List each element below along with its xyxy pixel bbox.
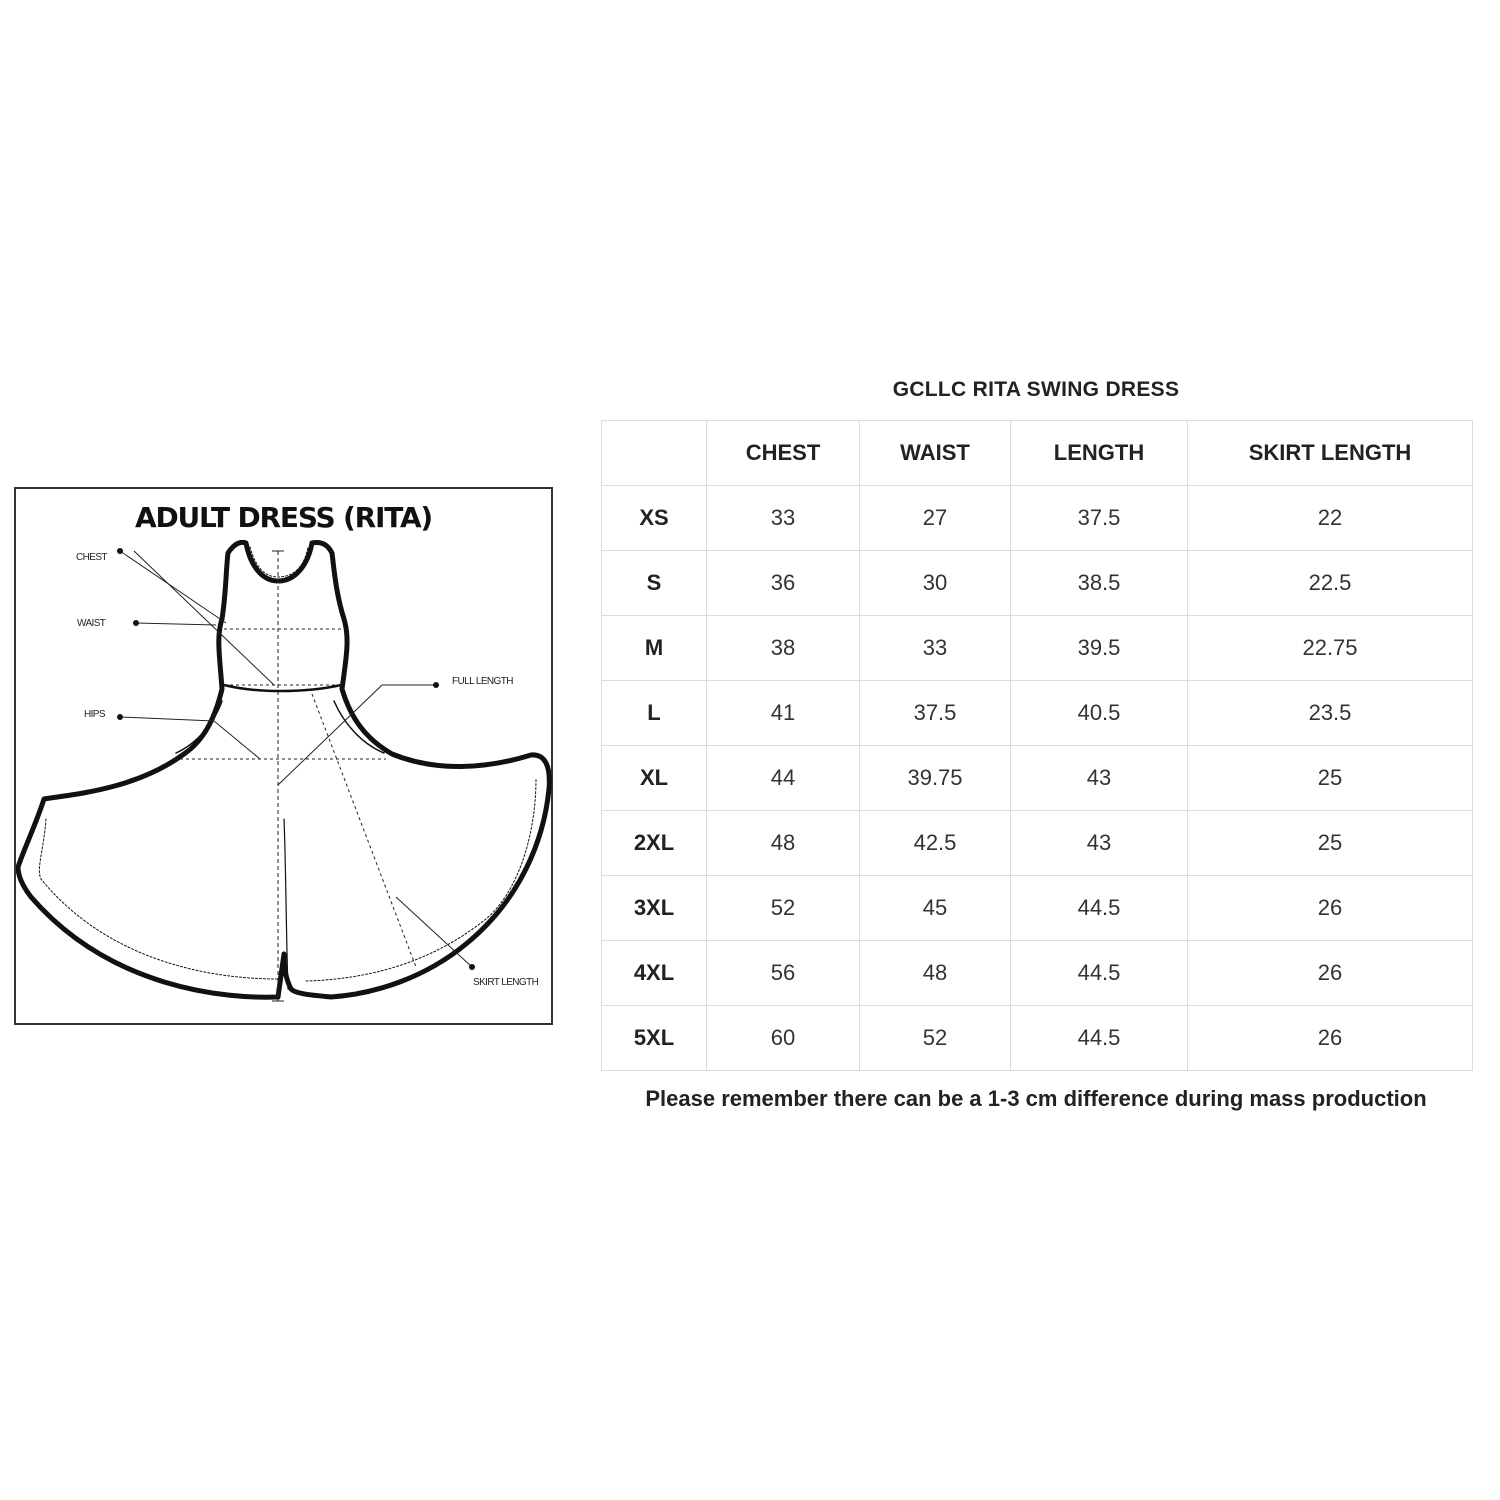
table-row <box>602 681 1473 746</box>
label-waist: WAIST <box>77 618 106 629</box>
skirt-length-value: 25 <box>1188 746 1473 811</box>
table-row <box>602 616 1473 681</box>
chest-value: 56 <box>707 941 860 1006</box>
skirt-length-value: 26 <box>1188 941 1473 1006</box>
waist-value: 27 <box>860 486 1011 551</box>
chest-value: 52 <box>707 876 860 941</box>
header-waist: WAIST <box>860 421 1011 486</box>
skirt-length-value: 26 <box>1188 876 1473 941</box>
waist-value: 52 <box>860 1006 1011 1071</box>
skirt-length-value: 26 <box>1188 1006 1473 1071</box>
skirt-length-value: 23.5 <box>1188 681 1473 746</box>
label-hips: HIPS <box>84 709 105 720</box>
size-label: XL <box>602 746 707 811</box>
length-value: 44.5 <box>1011 876 1188 941</box>
label-full-length: FULL LENGTH <box>452 676 513 687</box>
waist-value: 33 <box>860 616 1011 681</box>
chest-value: 41 <box>707 681 860 746</box>
length-value: 43 <box>1011 811 1188 876</box>
label-skirt-length: SKIRT LENGTH <box>473 977 539 988</box>
size-chart-title: GCLLC RITA SWING DRESS <box>892 378 1180 401</box>
chest-value: 44 <box>707 746 860 811</box>
waist-value: 48 <box>860 941 1011 1006</box>
table-row <box>602 941 1473 1006</box>
chest-value: 36 <box>707 551 860 616</box>
length-value: 44.5 <box>1011 941 1188 1006</box>
size-label: 4XL <box>602 941 707 1006</box>
length-value: 44.5 <box>1011 1006 1188 1071</box>
size-label: 2XL <box>602 811 707 876</box>
size-label: L <box>602 681 707 746</box>
skirt-length-value: 22 <box>1188 486 1473 551</box>
chest-value: 33 <box>707 486 860 551</box>
size-label: XS <box>602 486 707 551</box>
table-row <box>602 1006 1473 1071</box>
length-value: 40.5 <box>1011 681 1188 746</box>
skirt-length-value: 25 <box>1188 811 1473 876</box>
waist-value: 45 <box>860 876 1011 941</box>
size-label: M <box>602 616 707 681</box>
header-chest: CHEST <box>707 421 860 486</box>
dress-illustration <box>16 489 555 1027</box>
waist-value: 37.5 <box>860 681 1011 746</box>
waist-value: 42.5 <box>860 811 1011 876</box>
table-header-row <box>602 421 1473 486</box>
diagram-title: ADULT DRESS (RITA) <box>134 501 433 534</box>
waist-value: 39.75 <box>860 746 1011 811</box>
length-value: 43 <box>1011 746 1188 811</box>
skirt-length-value: 22.75 <box>1188 616 1473 681</box>
label-chest: CHEST <box>76 552 107 563</box>
size-label: 3XL <box>602 876 707 941</box>
table-row <box>602 811 1473 876</box>
size-label: 5XL <box>602 1006 707 1071</box>
size-label: S <box>602 551 707 616</box>
header-length: LENGTH <box>1011 421 1188 486</box>
length-value: 37.5 <box>1011 486 1188 551</box>
table-row <box>602 551 1473 616</box>
table-row <box>602 746 1473 811</box>
waist-value: 30 <box>860 551 1011 616</box>
chest-value: 38 <box>707 616 860 681</box>
skirt-length-value: 22.5 <box>1188 551 1473 616</box>
size-chart-table <box>601 420 1473 1071</box>
header-skirt-length: SKIRT LENGTH <box>1188 421 1473 486</box>
header-size <box>602 421 707 486</box>
dress-diagram-panel <box>14 487 553 1025</box>
table-row <box>602 876 1473 941</box>
length-value: 39.5 <box>1011 616 1188 681</box>
length-value: 38.5 <box>1011 551 1188 616</box>
production-footnote: Please remember there can be a 1-3 cm difference during mass production <box>645 1086 1427 1111</box>
chest-value: 48 <box>707 811 860 876</box>
dress-outline <box>18 542 549 997</box>
table-row <box>602 486 1473 551</box>
chest-value: 60 <box>707 1006 860 1071</box>
